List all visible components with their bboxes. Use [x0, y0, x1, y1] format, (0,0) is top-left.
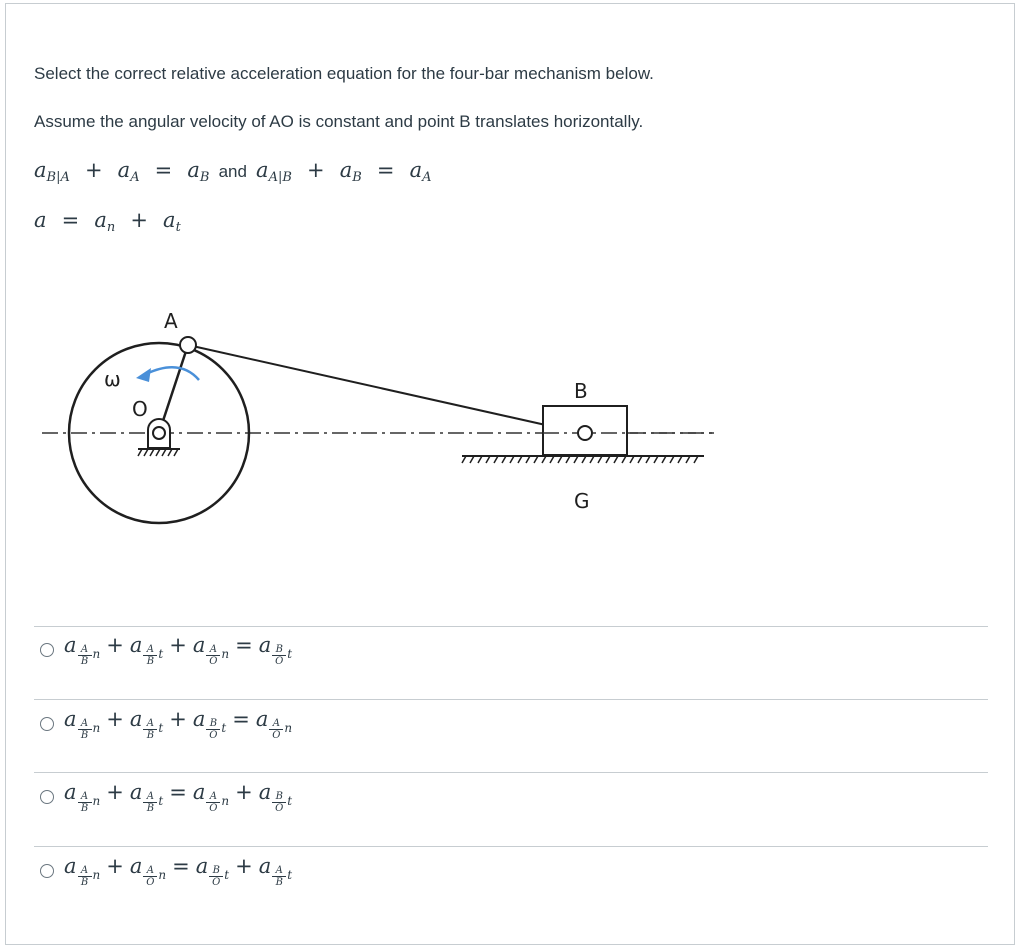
plus-sign: + [106, 633, 124, 657]
acceleration-term: a $\frac{B}{O}$ $_t$ [258, 633, 293, 667]
answer-formula [64, 780, 292, 814]
radio-button[interactable] [40, 864, 54, 878]
label-b: B [574, 379, 588, 403]
answer-formula [64, 633, 292, 667]
acceleration-term: a $\frac{B}{O}$ $_t$ [258, 780, 293, 814]
pivot-support-o [138, 419, 180, 456]
plus-sign: + [106, 854, 124, 878]
acceleration-term: a $\frac{A}{O}$ $_n$ [192, 633, 230, 667]
acceleration-term: a $\frac{A}{B}$ $_n$ [64, 854, 101, 888]
acceleration-term: a $\frac{A}{B}$ $_t$ [258, 854, 293, 888]
radio-button[interactable] [40, 717, 54, 731]
equals-sign: = [235, 633, 253, 657]
radio-button[interactable] [40, 790, 54, 804]
question-text-2: Assume the angular velocity of AO is constant and point B translates horizontally. [34, 112, 644, 131]
label-o: O [132, 397, 148, 421]
answer-formula [64, 854, 292, 888]
label-omega: ω [104, 367, 121, 391]
answer-option-2[interactable] [40, 707, 640, 787]
joint-a [180, 337, 196, 353]
equals-sign: = [169, 780, 187, 804]
equals-sign: = [232, 707, 250, 731]
plus-sign: + [235, 854, 253, 878]
acceleration-term: a $\frac{A}{B}$ $_n$ [64, 707, 101, 741]
plus-sign: + [235, 780, 253, 804]
answer-option-4[interactable] [40, 854, 640, 934]
divider [34, 626, 988, 627]
four-bar-mechanism-diagram [34, 298, 724, 538]
hint-equation-1: $a_{B|A} + a_A = a_B$ and $a_{A|B} + a_B = a_A$ [34, 158, 432, 185]
ground-g [462, 456, 704, 463]
answer-option-3[interactable] [40, 780, 640, 860]
hint-equation-2: $a = a_n + a_t$ [34, 208, 181, 235]
acceleration-term: a $\frac{B}{O}$ $_t$ [192, 707, 227, 741]
equals-sign: = [172, 854, 190, 878]
joint-b [578, 426, 592, 440]
radio-button[interactable] [40, 643, 54, 657]
acceleration-term: a $\frac{A}{B}$ $_t$ [129, 707, 164, 741]
label-a: A [164, 309, 178, 333]
question-text-1: Select the correct relative acceleration equation for the four-bar mechanism below. [34, 64, 654, 83]
acceleration-term: a $\frac{A}{O}$ $_n$ [129, 854, 167, 888]
acceleration-term: a $\frac{A}{B}$ $_n$ [64, 633, 101, 667]
acceleration-term: a $\frac{A}{B}$ $_t$ [129, 780, 164, 814]
plus-sign: + [169, 633, 187, 657]
acceleration-term: a $\frac{A}{O}$ $_n$ [192, 780, 230, 814]
connecting-rod-ab [188, 345, 577, 432]
acceleration-term: a $\frac{A}{B}$ $_n$ [64, 780, 101, 814]
acceleration-term: a $\frac{A}{B}$ $_t$ [129, 633, 164, 667]
label-g: G [574, 489, 590, 513]
plus-sign: + [106, 707, 124, 731]
acceleration-term: a $\frac{A}{O}$ $_n$ [255, 707, 293, 741]
angular-velocity-arrow [146, 367, 199, 380]
plus-sign: + [106, 780, 124, 804]
acceleration-term: a $\frac{B}{O}$ $_t$ [195, 854, 230, 888]
answer-formula [64, 707, 292, 741]
plus-sign: + [169, 707, 187, 731]
answer-option-1[interactable] [40, 633, 640, 713]
